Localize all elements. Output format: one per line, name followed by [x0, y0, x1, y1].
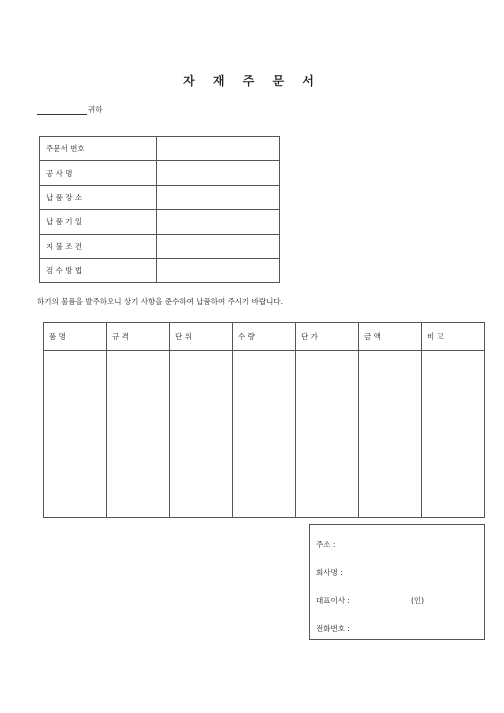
- cell-remarks[interactable]: [422, 351, 485, 518]
- info-value-project-name[interactable]: [157, 161, 280, 185]
- recipient-line: [37, 104, 103, 115]
- info-value-order-number[interactable]: [157, 137, 280, 161]
- cell-unit-price[interactable]: [296, 351, 359, 518]
- header-remarks: 비 고: [422, 323, 485, 351]
- info-row: [40, 161, 280, 185]
- info-row: [40, 185, 280, 209]
- document-title: 자 재 주 문 서: [183, 74, 321, 88]
- info-row: [40, 258, 280, 282]
- info-label-delivery-place: 납 품 장 소: [40, 185, 157, 209]
- items-body-row: [44, 351, 485, 518]
- header-quantity: 수 량: [233, 323, 296, 351]
- ceo-label: 대표이사 :: [316, 596, 350, 605]
- cell-item-name[interactable]: [44, 351, 107, 518]
- info-value-delivery-place[interactable]: [157, 185, 280, 209]
- info-label-payment-terms: 지 불 조 건: [40, 234, 157, 258]
- address-label: 주소 :: [316, 540, 336, 549]
- info-label-inspection-method: 검 수 방 법: [40, 258, 157, 282]
- header-unit-price: 단 가: [296, 323, 359, 351]
- info-value-delivery-date[interactable]: [157, 210, 280, 234]
- header-spec: 규 격: [107, 323, 170, 351]
- header-item-name: 품 명: [44, 323, 107, 351]
- header-unit: 단 위: [170, 323, 233, 351]
- info-label-project-name: 공 사 명: [40, 161, 157, 185]
- cell-spec[interactable]: [107, 351, 170, 518]
- phone-label: 전화번호 :: [316, 624, 350, 633]
- items-header-row: [44, 323, 485, 351]
- notice-text: 하기의 물품을 발주하오니 상기 사항을 준수하여 납품하여 주시기 바랍니다.: [37, 297, 284, 306]
- recipient-suffix: 귀하: [88, 105, 103, 114]
- info-row: [40, 234, 280, 258]
- seal-mark: (인): [411, 596, 425, 605]
- info-row: [40, 210, 280, 234]
- order-info-table: [39, 136, 280, 283]
- header-amount: 금 액: [359, 323, 422, 351]
- info-label-order-number: 주문서 번호: [40, 137, 157, 161]
- cell-amount[interactable]: [359, 351, 422, 518]
- signature-box: [309, 524, 485, 640]
- info-label-delivery-date: 납 품 기 일: [40, 210, 157, 234]
- info-value-inspection-method[interactable]: [157, 258, 280, 282]
- cell-unit[interactable]: [170, 351, 233, 518]
- info-value-payment-terms[interactable]: [157, 234, 280, 258]
- recipient-blank[interactable]: [37, 105, 87, 115]
- info-row: [40, 137, 280, 161]
- company-label: 회사명 :: [316, 568, 343, 577]
- items-table: [43, 322, 485, 518]
- cell-quantity[interactable]: [233, 351, 296, 518]
